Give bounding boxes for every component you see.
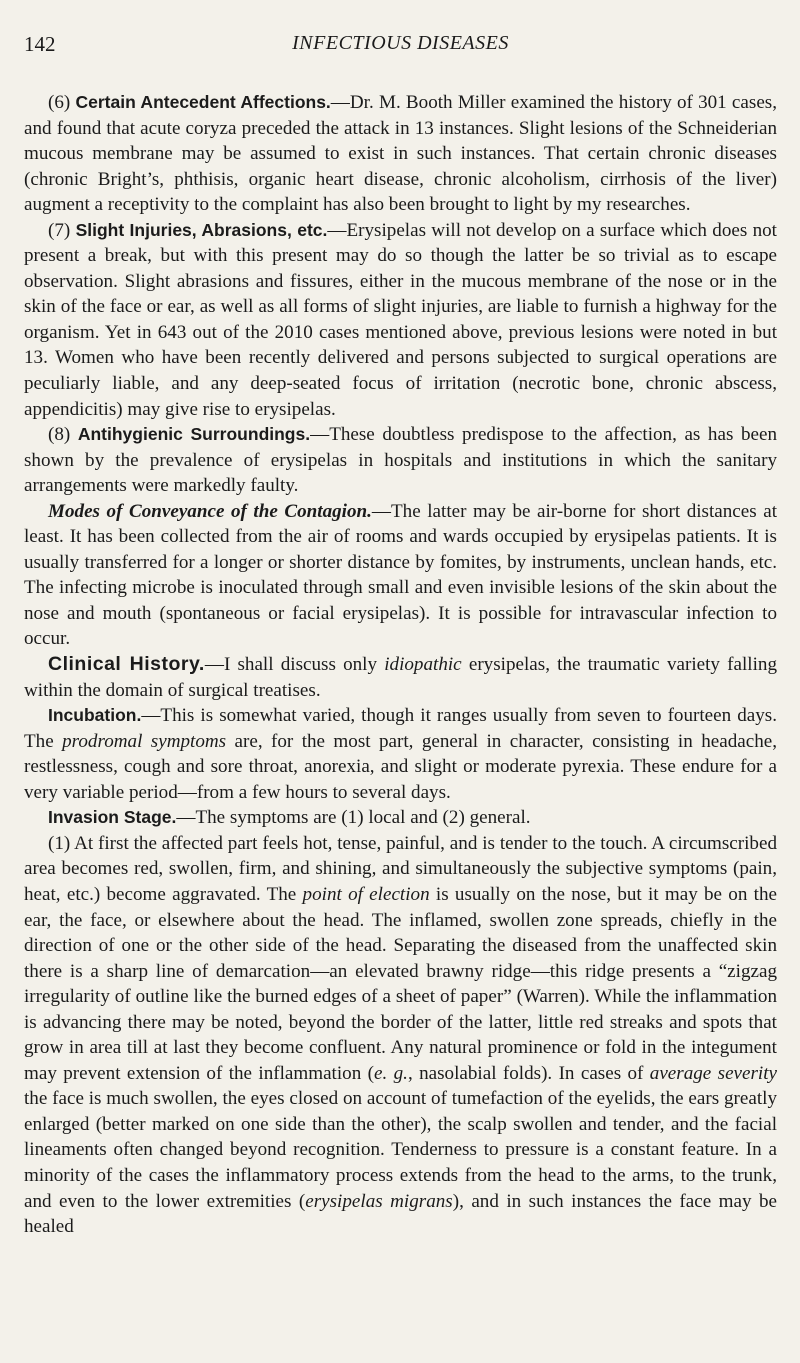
running-head: INFECTIOUS DISEASES — [292, 32, 509, 54]
text-run: (1) At first the affected part feels hot, tense, painful, and is tender to the touch. A circumscribed area becomes red, swollen, firm, and shining, and simultaneously the subjective symptoms (pain, heat, etc.) become aggravated. The — [24, 832, 777, 905]
section-heading: Certain Antecedent Affections. — [75, 92, 331, 112]
paragraph — [24, 499, 777, 652]
paragraph — [24, 652, 777, 703]
text-run: (7) — [48, 219, 76, 241]
italic-phrase: e. g. — [374, 1062, 408, 1084]
text-run: —The latter may be air-borne for short distances at least. It has been collected from the air of rooms and wards occupied by erysipelas patients. It is usually transferred for a longer or shorter distance by fomites, by instruments, unclean hands, etc. The infecting microbe is inoculated through small and even invisible lesions of the skin about the nose and mouth (spontaneous or facial erysipelas). It is possible for intravascular infection to occur. — [24, 500, 778, 650]
text-run: are, for the most part, general in character, consisting in headache, restlessness, cough and sore throat, anorexia, and slight or moderate pyrexia. These endure for a very variable period—from a few hours to several days. — [24, 730, 777, 803]
paragraph — [24, 422, 777, 499]
italic-phrase: erysipelas migrans — [305, 1190, 453, 1212]
text-run: is usually on the nose, but it may be on the ear, the face, or elsewhere about the head. The inflamed, swollen zone spreads, chiefly in the direction of one or the other side of the head. Separating the diseased from the unaffected skin there is a sharp line of demarcation—an elevated brawny ridge—this ridge presents a “zigzag irregularity of outline like the burned edges of a sheet of paper” (Warren). While the inflammation is advancing there may be noted, beyond the border of the latter, little red streaks and spots that grow in area till at last they become confluent. Any natural prominence or fold in the integument may prevent extension of the inflammation ( — [24, 883, 777, 1084]
paragraph — [24, 831, 777, 1240]
section-heading: Incubation. — [48, 705, 142, 726]
paragraph — [24, 90, 777, 218]
page-header — [24, 32, 777, 66]
text-run: the face is much swollen, the eyes closed on account of tumefaction of the eyelids, the ears greatly enlarged (better marked on one side than the other), the scalp swollen and tender, and the facial lineaments often changed beyond recognition. Tenderness to pressure is a constant feature. In a minority of the cases the inflammatory process extends from the head to the arms, to the trunk, and even to the lower extremities ( — [24, 1088, 777, 1212]
text-run: —This is somewhat varied, though it ranges usually from seven to fourteen days. The — [24, 705, 777, 752]
body-text — [24, 90, 777, 1240]
text-run: (6) — [48, 92, 76, 113]
text-run: —Dr. M. Booth Miller examined the history of 301 cases, and found that acute coryza preceded the attack in 13 instances. Slight lesions of the Schneiderian mucous membrane may be assumed to exist in such instances. That certain chronic diseases (chronic Bright’s, phthisis, organic heart disease, chronic alcoholism, cirrhosis of the liver) augment a receptivity to the complaint has also been brought to light by my researches. — [24, 92, 777, 216]
section-heading: Clinical History. — [48, 653, 205, 676]
text-run: —The symptoms are (1) local and (2) general. — [176, 807, 531, 829]
section-heading: Invasion Stage. — [48, 807, 177, 828]
paragraph — [24, 703, 777, 805]
paragraph — [24, 805, 777, 831]
italic-phrase: point of election — [302, 883, 430, 905]
section-heading: Antihygienic Surroundings. — [77, 424, 311, 445]
italic-phrase: prodromal symptoms — [62, 730, 227, 752]
text-run: —These doubtless predispose to the affection, as has been shown by the prevalence of erysipelas in hospitals and institutions in which the sanitary arrangements were markedly faulty. — [24, 424, 777, 497]
text-run: —I shall discuss only — [204, 654, 385, 676]
text-run: erysipelas, the traumatic variety falling within the domain of surgical treatises. — [24, 654, 777, 701]
text-run: ), and in such instances the face may be healed — [24, 1190, 777, 1238]
paragraph — [24, 218, 777, 422]
text-run: , nasolabial folds). In cases of — [407, 1062, 650, 1084]
text-run: (8) — [48, 424, 78, 446]
text-run: —Erysipelas will not develop on a surface which does not present a break, but with this present may do so though the latter be so trivial as to escape observation. Slight abrasions and fissures, either in the mucous membrane of the nose or in the skin of the face or ear, as well as all forms of slight injuries, are liable to furnish a highway for the organism. Yet in 643 out of the 2010 cases mentioned above, previous lesions were noted in but 13. Women who have been recently delivered and persons subjected to surgical operations are peculiarly liable, and any deep-seated focus of irritation (necrotic bone, chronic abscess, appendicitis) may give rise to erysipelas. — [24, 219, 777, 420]
italic-phrase: average severity — [649, 1062, 778, 1084]
italic-phrase: idiopathic — [384, 654, 462, 676]
page-number: 142 — [24, 32, 56, 56]
section-heading: Modes of Conveyance of the Contagion. — [48, 500, 372, 522]
section-heading: Slight Injuries, Abrasions, etc. — [75, 219, 328, 240]
